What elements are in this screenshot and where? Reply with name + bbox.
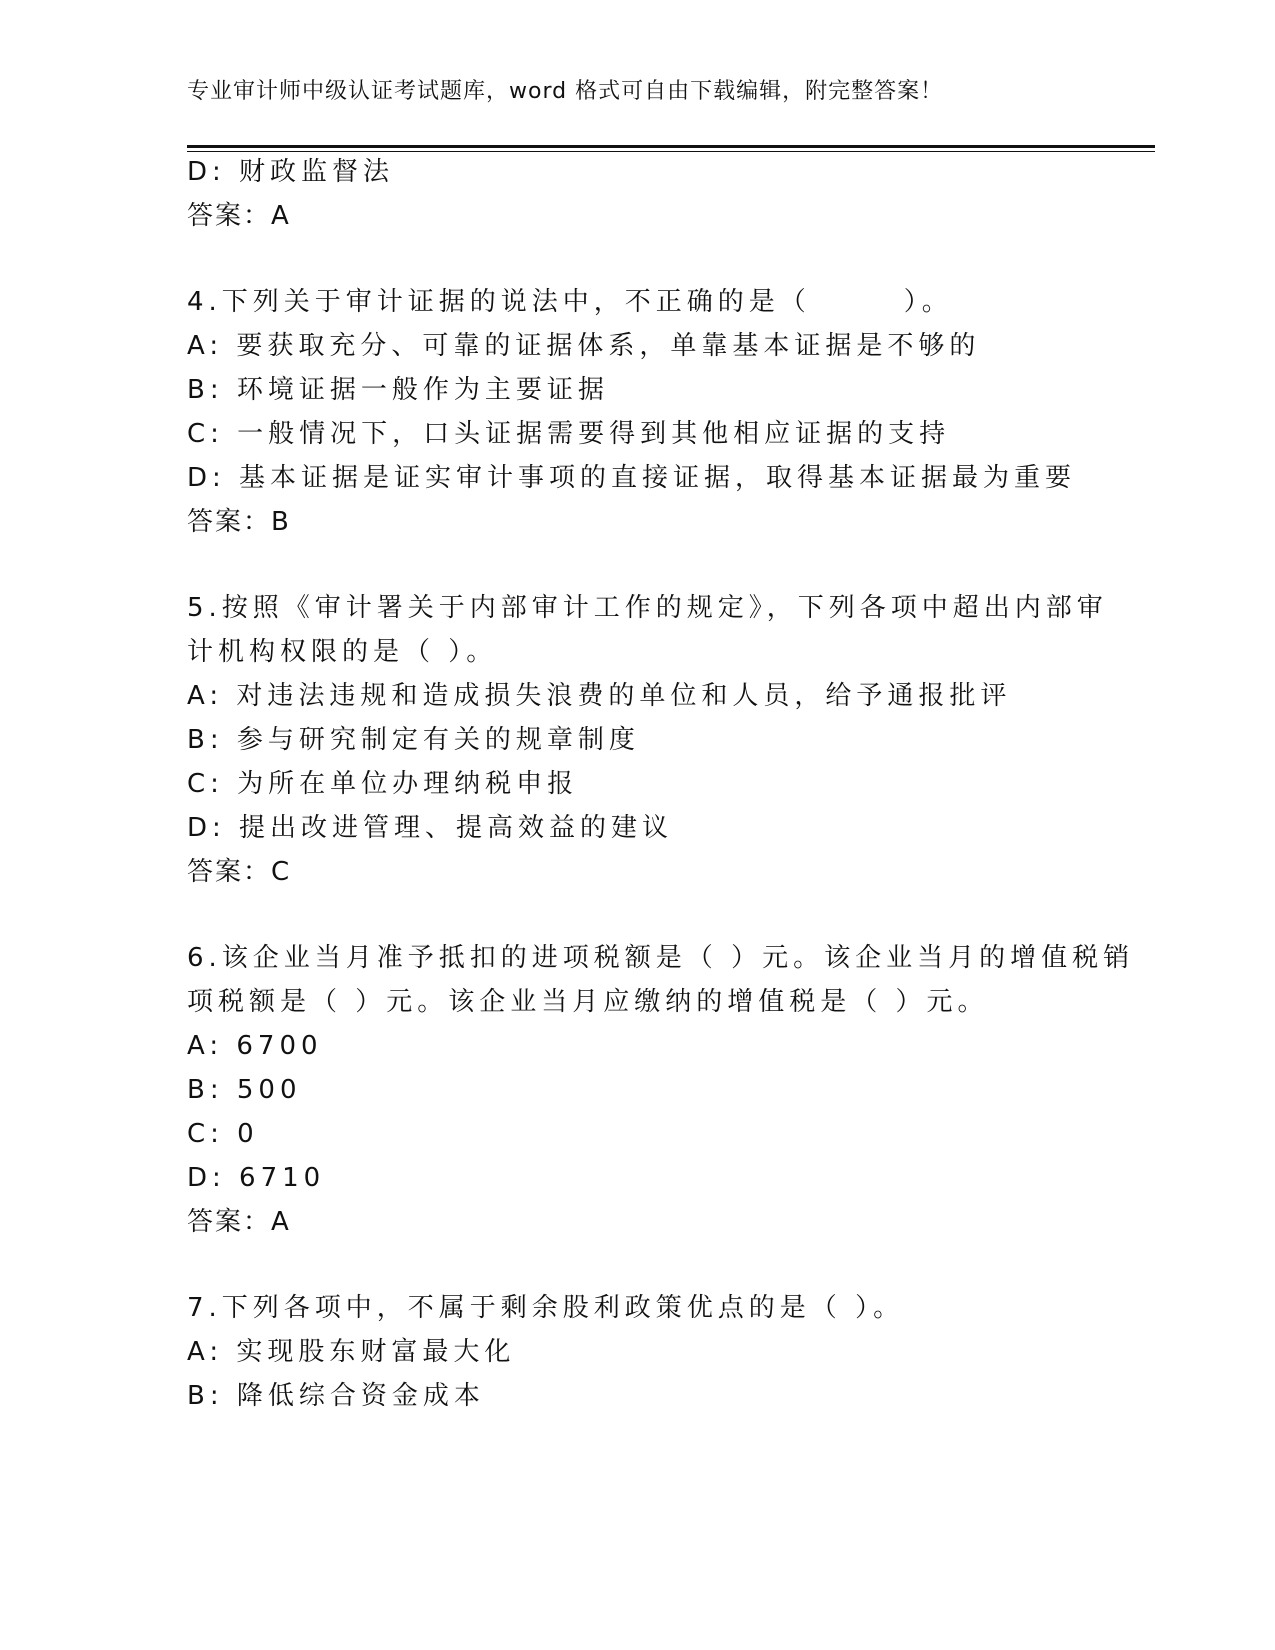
q5-stem-line2: 计机构权限的是（ ）。 bbox=[187, 637, 498, 667]
q4-option-d: D: 基本证据是证实审计事项的直接证据，取得基本证据最为重要 bbox=[187, 463, 1077, 493]
page-header: 专业审计师中级认证考试题库，word 格式可自由下载编辑，附完整答案！ bbox=[187, 79, 944, 104]
q6-answer: 答案：A bbox=[187, 1207, 291, 1237]
q5-option-c: C: 为所在单位办理纳税申报 bbox=[187, 769, 579, 799]
q7-stem: 7.下列各项中，不属于剩余股利政策优点的是（ ）。 bbox=[187, 1293, 905, 1323]
q7-option-a: A: 实现股东财富最大化 bbox=[187, 1337, 516, 1367]
q5-answer: 答案：C bbox=[187, 857, 292, 887]
q3-answer: 答案：A bbox=[187, 201, 291, 231]
q4-answer: 答案：B bbox=[187, 507, 291, 537]
q4-option-a: A: 要获取充分、可靠的证据体系，单靠基本证据是不够的 bbox=[187, 331, 981, 361]
q6-option-c: C: 0 bbox=[187, 1119, 259, 1149]
q6-stem-line2: 项税额是（ ）元。该企业当月应缴纳的增值税是（ ）元。 bbox=[187, 987, 989, 1017]
q4-option-b: B: 环境证据一般作为主要证据 bbox=[187, 375, 609, 405]
header-divider-thin bbox=[187, 151, 1155, 152]
q4-stem: 4.下列关于审计证据的说法中，不正确的是（ ）。 bbox=[187, 287, 953, 317]
q3-option-d: D: 财政监督法 bbox=[187, 157, 395, 187]
header-divider-thick bbox=[187, 145, 1155, 148]
q7-option-b: B: 降低综合资金成本 bbox=[187, 1381, 485, 1411]
q6-option-b: B: 500 bbox=[187, 1075, 302, 1105]
q4-option-c: C: 一般情况下，口头证据需要得到其他相应证据的支持 bbox=[187, 419, 951, 449]
q5-option-d: D: 提出改进管理、提高效益的建议 bbox=[187, 813, 674, 843]
q5-option-a: A: 对违法违规和造成损失浪费的单位和人员，给予通报批评 bbox=[187, 681, 1012, 711]
q6-stem-line1: 6.该企业当月准予抵扣的进项税额是（ ）元。该企业当月的增值税销 bbox=[187, 943, 1135, 973]
q6-option-d: D: 6710 bbox=[187, 1163, 326, 1193]
q5-stem-line1: 5.按照《审计署关于内部审计工作的规定》，下列各项中超出内部审 bbox=[187, 593, 1108, 623]
q5-option-b: B: 参与研究制定有关的规章制度 bbox=[187, 725, 640, 755]
q6-option-a: A: 6700 bbox=[187, 1031, 323, 1061]
